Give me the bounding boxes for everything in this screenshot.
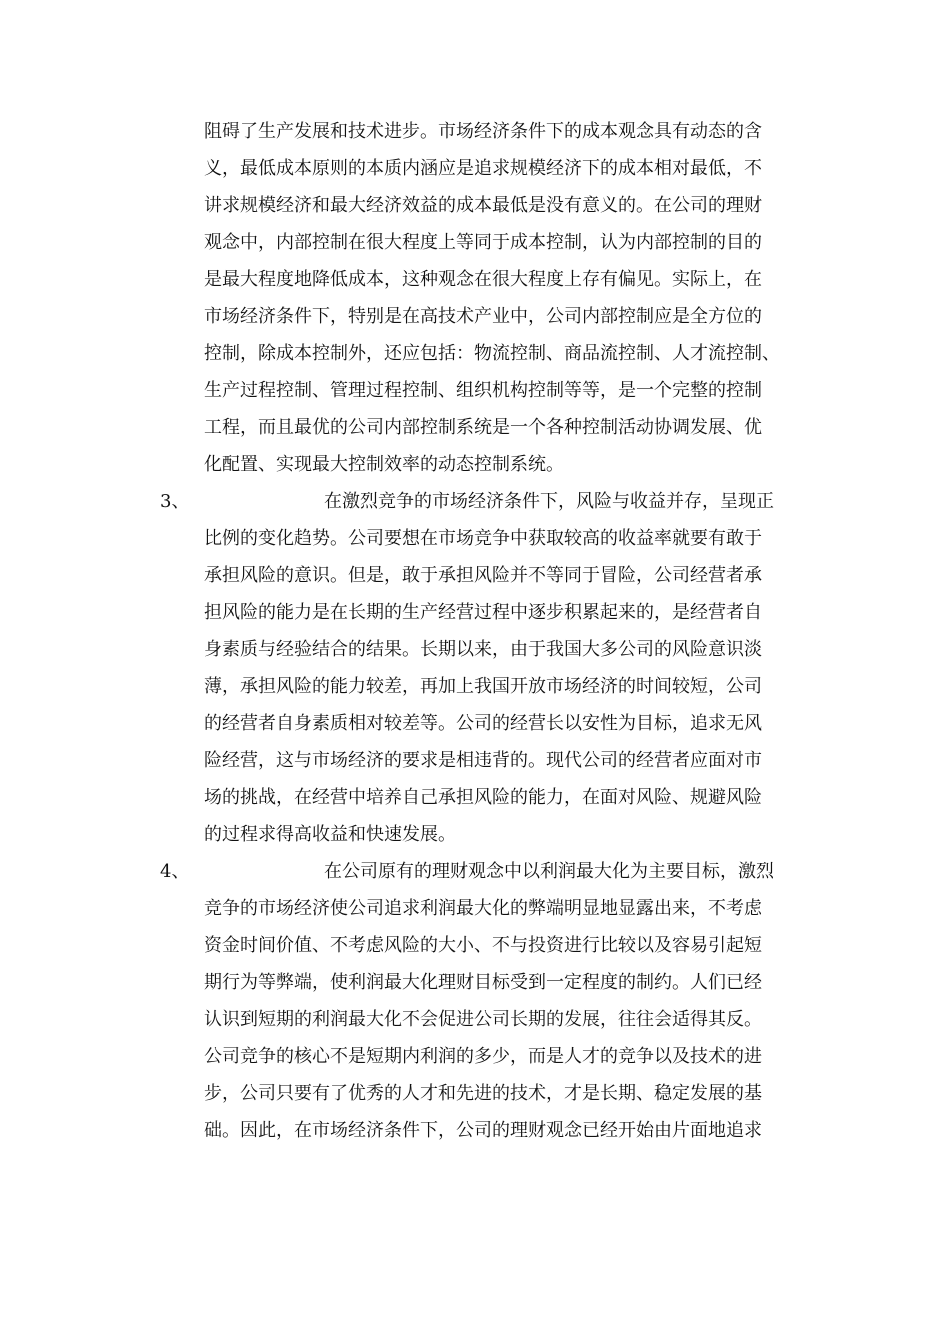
text-line: 竞争的市场经济使公司追求利润最大化的弊端明显地显露出来，不考虑: [204, 898, 762, 919]
text-line: 资金时间价值、不考虑风险的大小、不与投资进行比较以及容易引起短: [204, 935, 762, 956]
text-line: 期行为等弊端，使利润最大化理财目标受到一定程度的制约。人们已经: [204, 972, 762, 993]
text-line: 步，公司只要有了优秀的人才和先进的技术，才是长期、稳定发展的基: [204, 1083, 762, 1104]
text-line: 市场经济条件下，特别是在高技术产业中，公司内部控制应是全方位的: [204, 306, 762, 327]
text-line: 义，最低成本原则的本质内涵应是追求规模经济下的成本相对最低，不: [204, 158, 762, 179]
text-line: 工程，而且最优的公司内部控制系统是一个各种控制活动协调发展、优: [204, 417, 762, 438]
text-line: 认识到短期的利润最大化不会促进公司长期的发展，往往会适得其反。: [204, 1009, 762, 1030]
text-line: 在激烈竞争的市场经济条件下，风险与收益并存，呈现正: [324, 491, 774, 512]
text-line: 承担风险的意识。但是，敢于承担风险并不等同于冒险，公司经营者承: [204, 565, 762, 586]
text-line: 险经营，这与市场经济的要求是相违背的。现代公司的经营者应面对市: [204, 750, 762, 771]
list-number: 3、: [160, 491, 190, 512]
list-number: 4、: [160, 861, 190, 882]
text-line: 础。因此，在市场经济条件下，公司的理财观念已经开始由片面地追求: [204, 1120, 762, 1141]
text-line: 身素质与经验结合的结果。长期以来，由于我国大多公司的风险意识淡: [204, 639, 762, 660]
text-line: 的经营者自身素质相对较差等。公司的经营长以安性为目标，追求无风: [204, 713, 762, 734]
text-line: 薄，承担风险的能力较差，再加上我国开放市场经济的时间较短，公司: [204, 676, 762, 697]
text-line: 担风险的能力是在长期的生产经营过程中逐步积累起来的，是经营者自: [204, 602, 762, 623]
text-line: 讲求规模经济和最大经济效益的成本最低是没有意义的。在公司的理财: [204, 195, 762, 216]
text-line: 生产过程控制、管理过程控制、组织机构控制等等，是一个完整的控制: [204, 380, 762, 401]
text-line: 场的挑战，在经营中培养自己承担风险的能力，在面对风险、规避风险: [204, 787, 762, 808]
text-line: 比例的变化趋势。公司要想在市场竞争中获取较高的收益率就要有敢于: [204, 528, 762, 549]
text-line: 在公司原有的理财观念中以利润最大化为主要目标，激烈: [324, 861, 774, 882]
text-line: 化配置、实现最大控制效率的动态控制系统。: [204, 454, 564, 475]
text-line: 是最大程度地降低成本，这种观念在很大程度上存有偏见。实际上，在: [204, 269, 762, 290]
text-line: 的过程求得高收益和快速发展。: [204, 824, 456, 845]
text-line: 控制，除成本控制外，还应包括：物流控制、商品流控制、人才流控制、: [204, 343, 780, 364]
text-line: 阻碍了生产发展和技术进步。市场经济条件下的成本观念具有动态的含: [204, 121, 762, 142]
text-line: 公司竞争的核心不是短期内利润的多少，而是人才的竞争以及技术的进: [204, 1046, 762, 1067]
text-line: 观念中，内部控制在很大程度上等同于成本控制，认为内部控制的目的: [204, 232, 762, 253]
